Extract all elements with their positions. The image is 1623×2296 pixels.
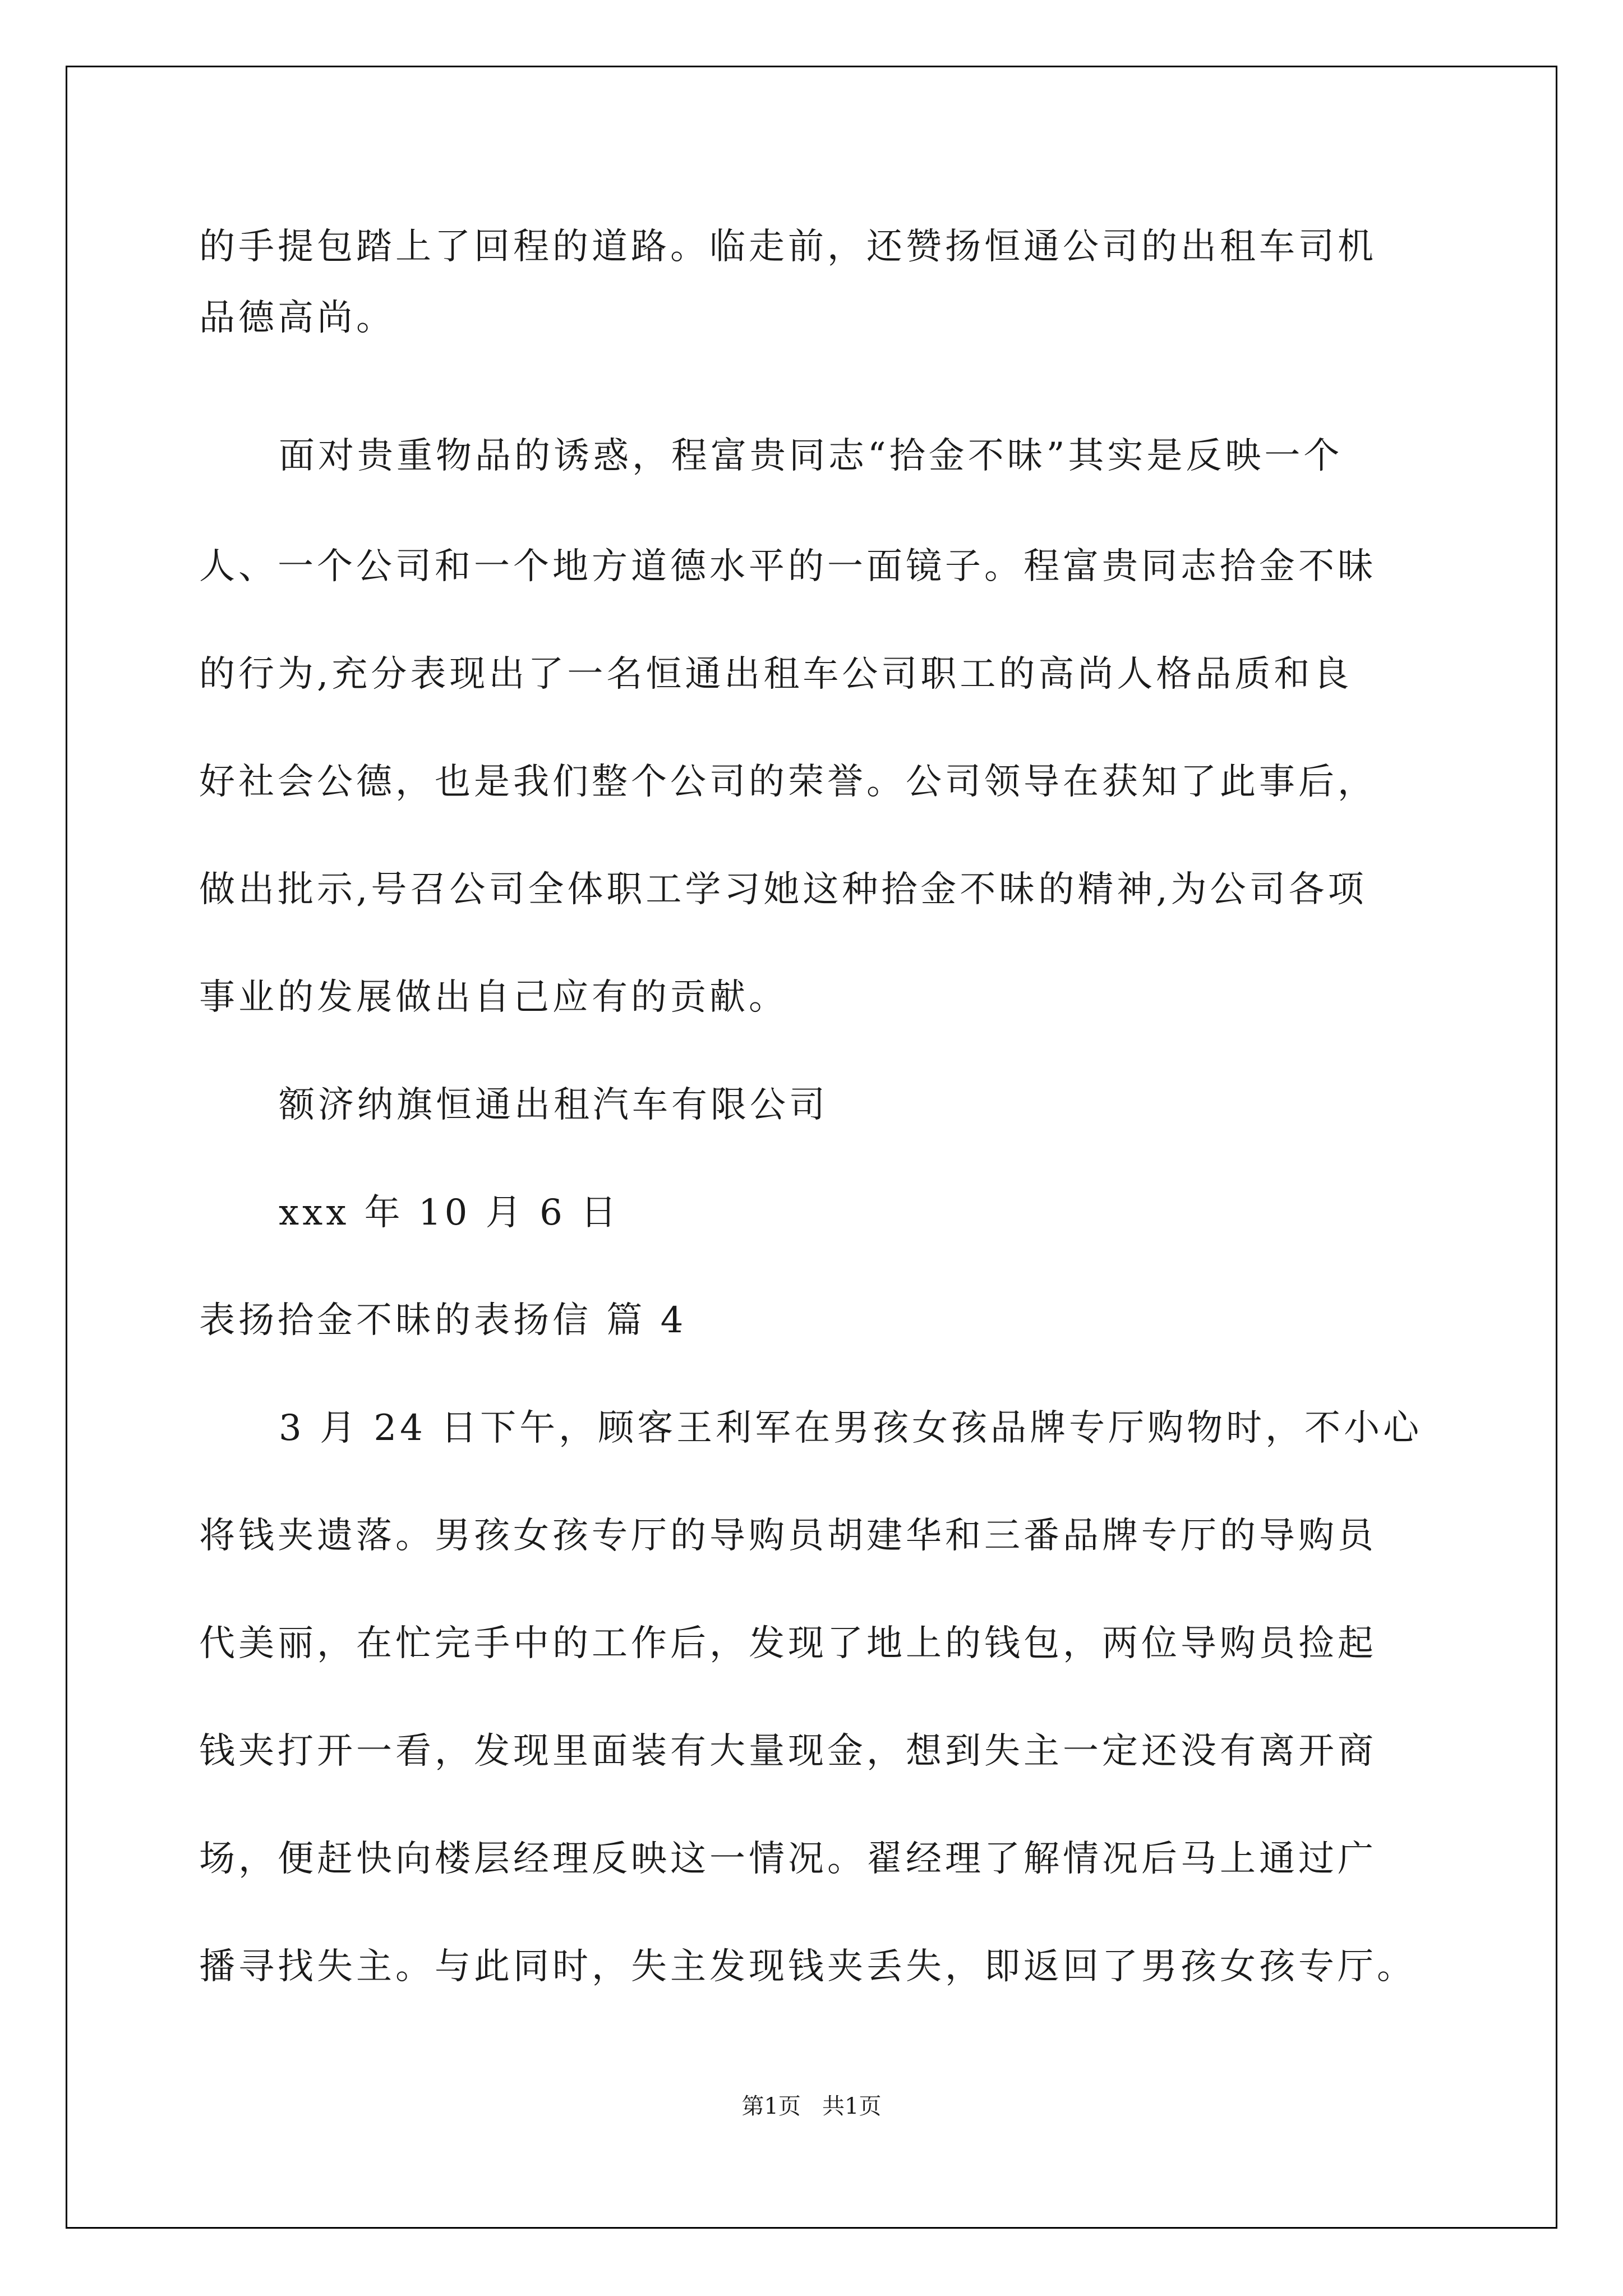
text-line: 品德高尚。 bbox=[199, 297, 395, 339]
text-line: 将钱夹遗落。男孩女孩专厅的导购员胡建华和三番品牌专厅的导购员 bbox=[199, 1515, 1377, 1557]
text-line: 好社会公德，也是我们整个公司的荣誉。公司领导在获知了此事后， bbox=[199, 761, 1377, 803]
text-line: 钱夹打开一看，发现里面装有大量现金，想到失主一定还没有离开商 bbox=[199, 1731, 1377, 1772]
signature-company: 额济纳旗恒通出租汽车有限公司 bbox=[279, 1084, 828, 1126]
page-footer: 第1页 共1页 bbox=[741, 2093, 882, 2119]
text-line: 的手提包踏上了回程的道路。临走前，还赞扬恒通公司的出租车司机 bbox=[199, 226, 1377, 268]
section-heading: 表扬拾金不昧的表扬信 篇 4 bbox=[199, 1300, 687, 1341]
text-line: 代美丽，在忙完手中的工作后，发现了地上的钱包，两位导购员捡起 bbox=[199, 1623, 1377, 1664]
signature-date: xxx 年 10 月 6 日 bbox=[279, 1192, 620, 1234]
text-line: 面对贵重物品的诱惑，程富贵同志“拾金不昧”其实是反映一个 bbox=[279, 435, 1343, 477]
text-line: 的行为,充分表现出了一名恒通出租车公司职工的高尚人格品质和良 bbox=[199, 654, 1353, 695]
text-line: 场，便赶快向楼层经理反映这一情况。翟经理了解情况后马上通过广 bbox=[199, 1838, 1377, 1880]
text-line: 播寻找失主。与此同时，失主发现钱夹丢失，即返回了男孩女孩专厅。 bbox=[199, 1946, 1416, 1987]
text-line: 3 月 24 日下午，顾客王利军在男孩女孩品牌专厅购物时，不小心 bbox=[279, 1407, 1423, 1449]
text-line: 人、一个公司和一个地方道德水平的一面镜子。程富贵同志拾金不昧 bbox=[199, 546, 1377, 587]
page-border bbox=[66, 66, 1557, 2229]
text-line: 做出批示,号召公司全体职工学习她这种拾金不昧的精神,为公司各项 bbox=[199, 869, 1367, 910]
text-line: 事业的发展做出自己应有的贡献。 bbox=[199, 977, 788, 1018]
